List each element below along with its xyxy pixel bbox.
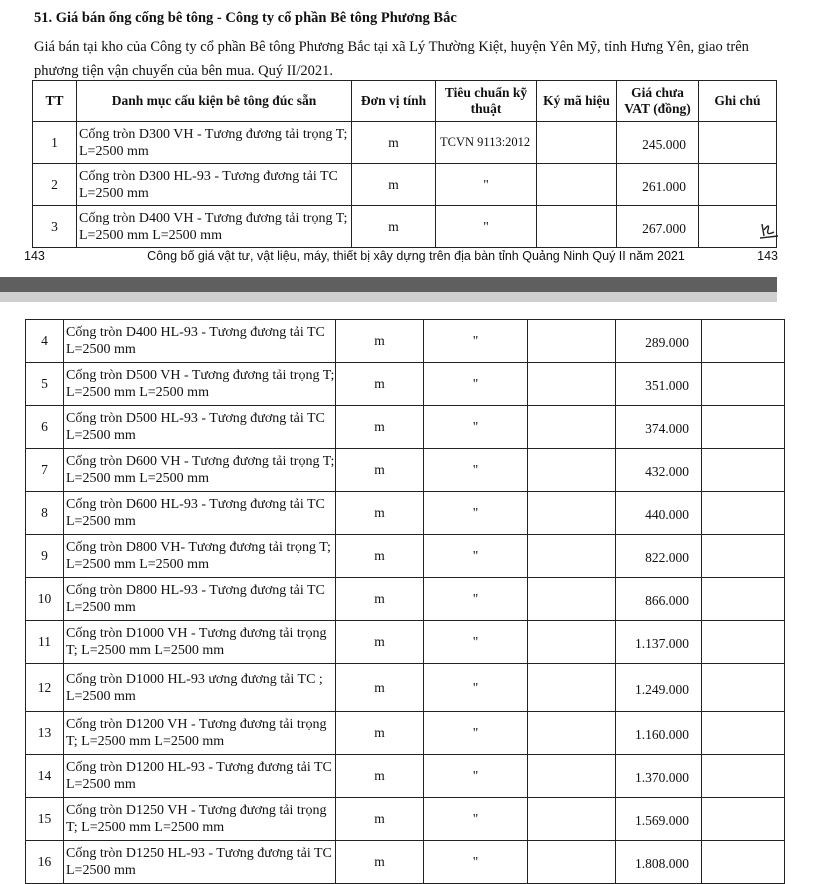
row-standard: " xyxy=(424,755,528,798)
row-price: 440.000 xyxy=(616,492,702,535)
header-code: Ký mã hiệu xyxy=(537,81,617,122)
row-number: 10 xyxy=(26,578,64,621)
row-code xyxy=(528,798,616,841)
row-note xyxy=(702,798,785,841)
header-unit: Đơn vị tính xyxy=(352,81,436,122)
page-break-shadow xyxy=(0,292,777,302)
table-row xyxy=(26,320,785,363)
row-price: 261.000 xyxy=(617,164,699,206)
table-row xyxy=(26,798,785,841)
table-row xyxy=(26,841,785,884)
row-description: Cống tròn D800 VH- Tương đương tải trọng T; L=2500 mm L=2500 mm xyxy=(64,535,336,578)
row-price: 432.000 xyxy=(616,449,702,492)
table-row xyxy=(26,664,785,712)
table-row xyxy=(33,164,777,206)
row-price: 245.000 xyxy=(617,122,699,164)
row-code xyxy=(528,535,616,578)
row-price: 1.370.000 xyxy=(616,755,702,798)
row-price: 1.160.000 xyxy=(616,712,702,755)
row-unit: m xyxy=(336,320,424,363)
row-number: 6 xyxy=(26,406,64,449)
table-row xyxy=(26,406,785,449)
page-number-left: 143 xyxy=(24,249,45,263)
row-number: 4 xyxy=(26,320,64,363)
row-unit: m xyxy=(336,449,424,492)
row-description: Cống tròn D400 HL-93 - Tương đương tải TC L=2500 mm xyxy=(64,320,336,363)
row-code xyxy=(528,363,616,406)
row-standard: " xyxy=(424,841,528,884)
row-code xyxy=(537,206,617,248)
row-price: 1.569.000 xyxy=(616,798,702,841)
row-price: 1.137.000 xyxy=(616,621,702,664)
row-code xyxy=(528,841,616,884)
row-number: 11 xyxy=(26,621,64,664)
row-note xyxy=(702,578,785,621)
row-standard: " xyxy=(424,535,528,578)
row-unit: m xyxy=(352,122,436,164)
row-standard: " xyxy=(424,449,528,492)
row-description: Cống tròn D1250 VH - Tương đương tải trọng T; L=2500 mm L=2500 mm xyxy=(64,798,336,841)
row-code xyxy=(528,621,616,664)
row-code xyxy=(537,122,617,164)
row-unit: m xyxy=(336,712,424,755)
row-price: 289.000 xyxy=(616,320,702,363)
row-description: Cống tròn D300 HL-93 - Tương đương tải TC L=2500 mm xyxy=(77,164,352,206)
table-row xyxy=(26,492,785,535)
row-note xyxy=(702,492,785,535)
row-number: 2 xyxy=(33,164,77,206)
row-note xyxy=(702,621,785,664)
row-unit: m xyxy=(336,578,424,621)
row-note xyxy=(699,164,777,206)
row-description: Cống tròn D600 VH - Tương đương tải trọng T; L=2500 mm L=2500 mm xyxy=(64,449,336,492)
header-standard: Tiêu chuẩn kỹ thuật xyxy=(436,81,537,122)
row-unit: m xyxy=(336,664,424,712)
row-number: 3 xyxy=(33,206,77,248)
table-row xyxy=(33,206,777,248)
row-price: 1.249.000 xyxy=(616,664,702,712)
row-standard: " xyxy=(436,164,537,206)
row-unit: m xyxy=(336,406,424,449)
table-row xyxy=(26,578,785,621)
row-description: Cống tròn D500 VH - Tương đương tải trọng T; L=2500 mm L=2500 mm xyxy=(64,363,336,406)
row-standard: " xyxy=(436,206,537,248)
row-number: 8 xyxy=(26,492,64,535)
table-row xyxy=(26,449,785,492)
row-unit: m xyxy=(336,492,424,535)
table-body-bottom xyxy=(26,320,785,884)
table-row xyxy=(26,712,785,755)
row-note xyxy=(702,712,785,755)
row-number: 16 xyxy=(26,841,64,884)
row-note xyxy=(702,449,785,492)
row-note xyxy=(702,406,785,449)
page-break-divider xyxy=(0,277,777,292)
row-description: Cống tròn D1250 HL-93 - Tương đương tải TC L=2500 mm xyxy=(64,841,336,884)
row-unit: m xyxy=(336,535,424,578)
row-code xyxy=(528,449,616,492)
row-description: Cống tròn D300 VH - Tương đương tải trọng T; L=2500 mm xyxy=(77,122,352,164)
row-price: 822.000 xyxy=(616,535,702,578)
header-tt: TT xyxy=(33,81,77,122)
row-price: 267.000 xyxy=(617,206,699,248)
table-row xyxy=(26,621,785,664)
table-header-row xyxy=(33,81,777,122)
row-standard: " xyxy=(424,664,528,712)
row-number: 9 xyxy=(26,535,64,578)
row-code xyxy=(528,712,616,755)
handwritten-mark xyxy=(756,218,780,240)
row-standard: " xyxy=(424,363,528,406)
page-number-right: 143 xyxy=(757,249,778,263)
row-standard: TCVN 9113:2012 xyxy=(436,122,537,164)
row-unit: m xyxy=(336,798,424,841)
intro-paragraph: Giá bán tại kho của Công ty cổ phần Bê tông Phương Bắc tại xã Lý Thường Kiệt, huyện Yên Mỹ, tỉnh Hưng Yên, giao trên phương tiện vận chuyển của bên mua. Quý II/2021. xyxy=(34,39,749,79)
table-row xyxy=(26,363,785,406)
header-note: Ghi chú xyxy=(699,81,777,122)
price-table-bottom xyxy=(25,319,785,884)
header-description: Danh mục cấu kiện bê tông đúc sẵn xyxy=(77,81,352,122)
row-standard: " xyxy=(424,492,528,535)
row-unit: m xyxy=(336,755,424,798)
row-unit: m xyxy=(352,164,436,206)
row-standard: " xyxy=(424,621,528,664)
row-description: Cống tròn D1000 HL-93 ương đương tải TC ; L=2500 mm xyxy=(64,664,336,712)
row-code xyxy=(537,164,617,206)
table-row xyxy=(26,535,785,578)
table-body-top xyxy=(33,122,777,248)
row-standard: " xyxy=(424,798,528,841)
row-description: Cống tròn D1000 VH - Tương đương tải trọng T; L=2500 mm L=2500 mm xyxy=(64,621,336,664)
row-standard: " xyxy=(424,712,528,755)
row-standard: " xyxy=(424,320,528,363)
row-number: 15 xyxy=(26,798,64,841)
row-number: 1 xyxy=(33,122,77,164)
header-price: Giá chưa VAT (đồng) xyxy=(617,81,699,122)
row-price: 866.000 xyxy=(616,578,702,621)
row-number: 5 xyxy=(26,363,64,406)
row-description: Cống tròn D500 HL-93 - Tương đương tải TC L=2500 mm xyxy=(64,406,336,449)
table-row xyxy=(26,755,785,798)
row-number: 12 xyxy=(26,664,64,712)
row-unit: m xyxy=(352,206,436,248)
page-footer xyxy=(0,247,832,267)
row-unit: m xyxy=(336,841,424,884)
row-number: 14 xyxy=(26,755,64,798)
row-description: Cống tròn D1200 HL-93 - Tương đương tải TC L=2500 mm xyxy=(64,755,336,798)
section-heading: 51. Giá bán ống cống bê tông - Công ty cổ phần Bê tông Phương Bắc xyxy=(34,10,457,26)
row-price: 351.000 xyxy=(616,363,702,406)
row-unit: m xyxy=(336,621,424,664)
row-code xyxy=(528,755,616,798)
row-unit: m xyxy=(336,363,424,406)
row-code xyxy=(528,492,616,535)
row-note xyxy=(702,363,785,406)
row-number: 7 xyxy=(26,449,64,492)
row-description: Cống tròn D400 VH - Tương đương tải trọng T; L=2500 mm L=2500 mm xyxy=(77,206,352,248)
row-code xyxy=(528,578,616,621)
price-table-top xyxy=(32,80,777,248)
row-note xyxy=(702,535,785,578)
row-note xyxy=(699,122,777,164)
row-note xyxy=(702,841,785,884)
row-price: 374.000 xyxy=(616,406,702,449)
row-code xyxy=(528,406,616,449)
row-note xyxy=(702,664,785,712)
row-number: 13 xyxy=(26,712,64,755)
row-description: Cống tròn D800 HL-93 - Tương đương tải TC L=2500 mm xyxy=(64,578,336,621)
row-description: Cống tròn D1200 VH - Tương đương tải trọng T; L=2500 mm L=2500 mm xyxy=(64,712,336,755)
footer-caption: Công bố giá vật tư, vật liệu, máy, thiết bị xây dựng trên địa bàn tỉnh Quảng Ninh Quý II năm 2021 xyxy=(147,249,685,263)
row-code xyxy=(528,320,616,363)
row-price: 1.808.000 xyxy=(616,841,702,884)
row-standard: " xyxy=(424,406,528,449)
table-row xyxy=(33,122,777,164)
row-standard: " xyxy=(424,578,528,621)
row-note xyxy=(702,755,785,798)
row-note xyxy=(702,320,785,363)
row-description: Cống tròn D600 HL-93 - Tương đương tải TC L=2500 mm xyxy=(64,492,336,535)
row-code xyxy=(528,664,616,712)
